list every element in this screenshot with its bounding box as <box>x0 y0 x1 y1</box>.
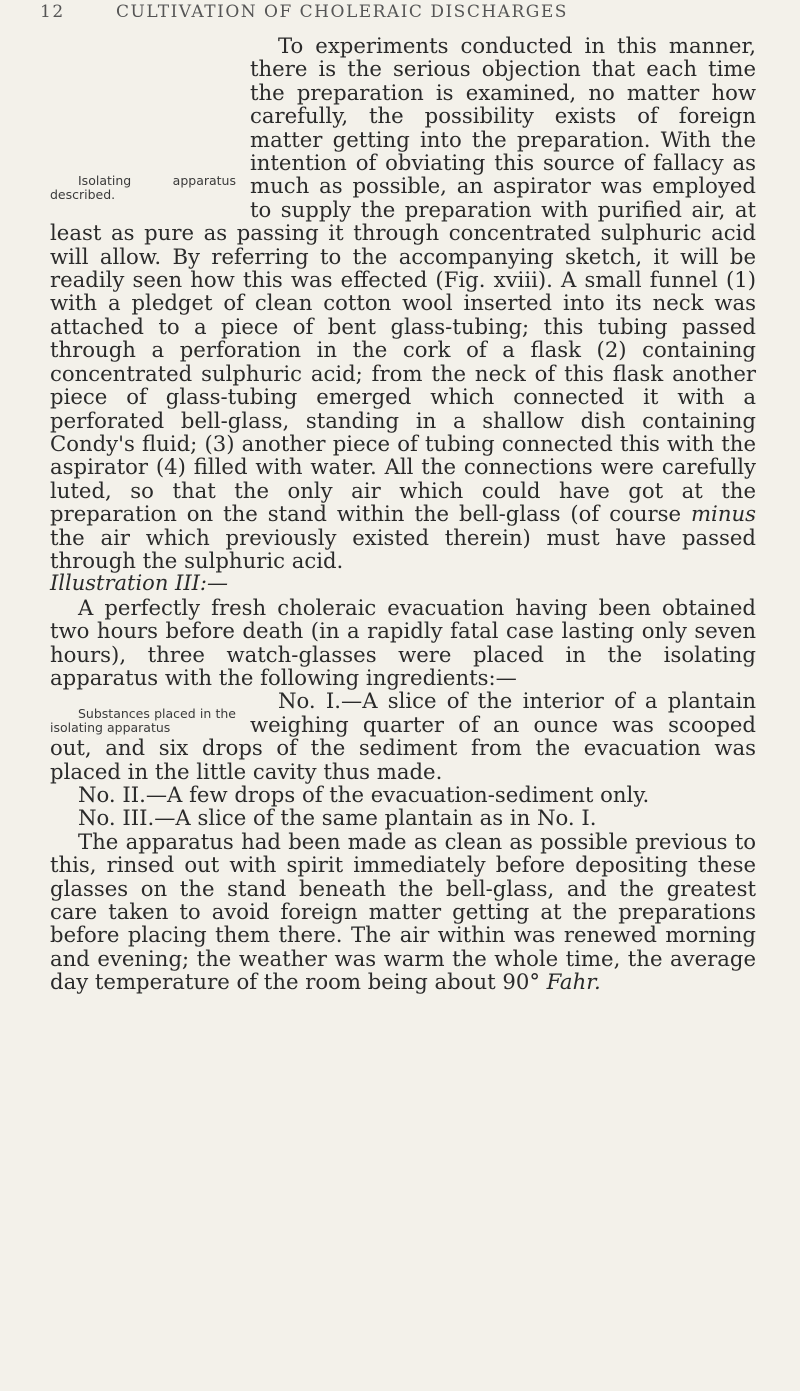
italic-fahr: Fahr. <box>546 969 601 995</box>
paragraph-5: No. III.—A slice of the same plantain as in No. I. <box>78 805 597 831</box>
main-text <box>50 34 756 994</box>
paragraph-4: No. II.—A few drops of the evacuation-sediment only. <box>78 782 650 807</box>
page-number: 12 <box>40 2 65 22</box>
paragraph-1: Isolating apparatus described. To experiments conducted in this manner, there is the serious objection that each time the preparation is examined, no matter how carefully, the possibility exists of foreign matter getting into the preparation. With the intention of obviating this source of fallacy as much as possible, an aspirator was employed to supply the preparation with purified air, at least as pure as passing it through concentrated sulphuric acid will allow. By referring to the accompanying sketch, it will be readily seen how this was effected (Fig. xviii). A small funnel (1) with a pledget of clean cotton wool inserted into its neck was attached to a piece of bent glass-tubing; this tubing passed through a perforation in the cork of a flask (2) containing concentrated sulphuric acid; from the neck of this flask another piece of glass-tubing emerged which connected it with a perforated bell-glass, standing in a shallow dish containing Condy's fluid; (3) another piece of tubing connected this with the aspirator (4) filled with water. All the connections were carefully luted, so that the only air which could have got at the preparation on the stand within the bell-glass (of course minus the air which previously existed therein) must have passed through the sulphuric acid. <box>50 33 756 573</box>
paragraph-3: Substances placed in the isolating apparatus No. I.—A slice of the interior of a plantain weighing quarter of an ounce was scooped out, and six drops of the sediment from the evacuation was placed in the little cavity thus made. <box>50 688 756 784</box>
italic-minus: minus <box>690 501 756 527</box>
sidenote-substances: Substances placed in the isolating apparatus <box>50 706 236 736</box>
section-heading: Illustration III:— <box>50 571 228 596</box>
paragraph-6: The apparatus had been made as clean as possible previous to this, rinsed out with spirit immediately before depositing these glasses on the stand beneath the bell-glass, and the greatest care taken to avoid foreign matter getting at the preparations before placing them there. The air within was renewed morning and evening; the weather was warm the whole time, the average day temperature of the room being about 90° Fahr. <box>50 828 756 995</box>
running-title: CULTIVATION OF CHOLERAIC DISCHARGES <box>116 2 568 22</box>
paragraph-2: A perfectly fresh choleraic evacuation having been obtained two hours before death (in a rapidly fatal case lasting only seven hours), three watch-glasses were placed in the isolating apparatus with the following ingredients:— <box>50 594 756 690</box>
sidenote-isolating-apparatus: Isolating apparatus described. <box>50 173 236 202</box>
